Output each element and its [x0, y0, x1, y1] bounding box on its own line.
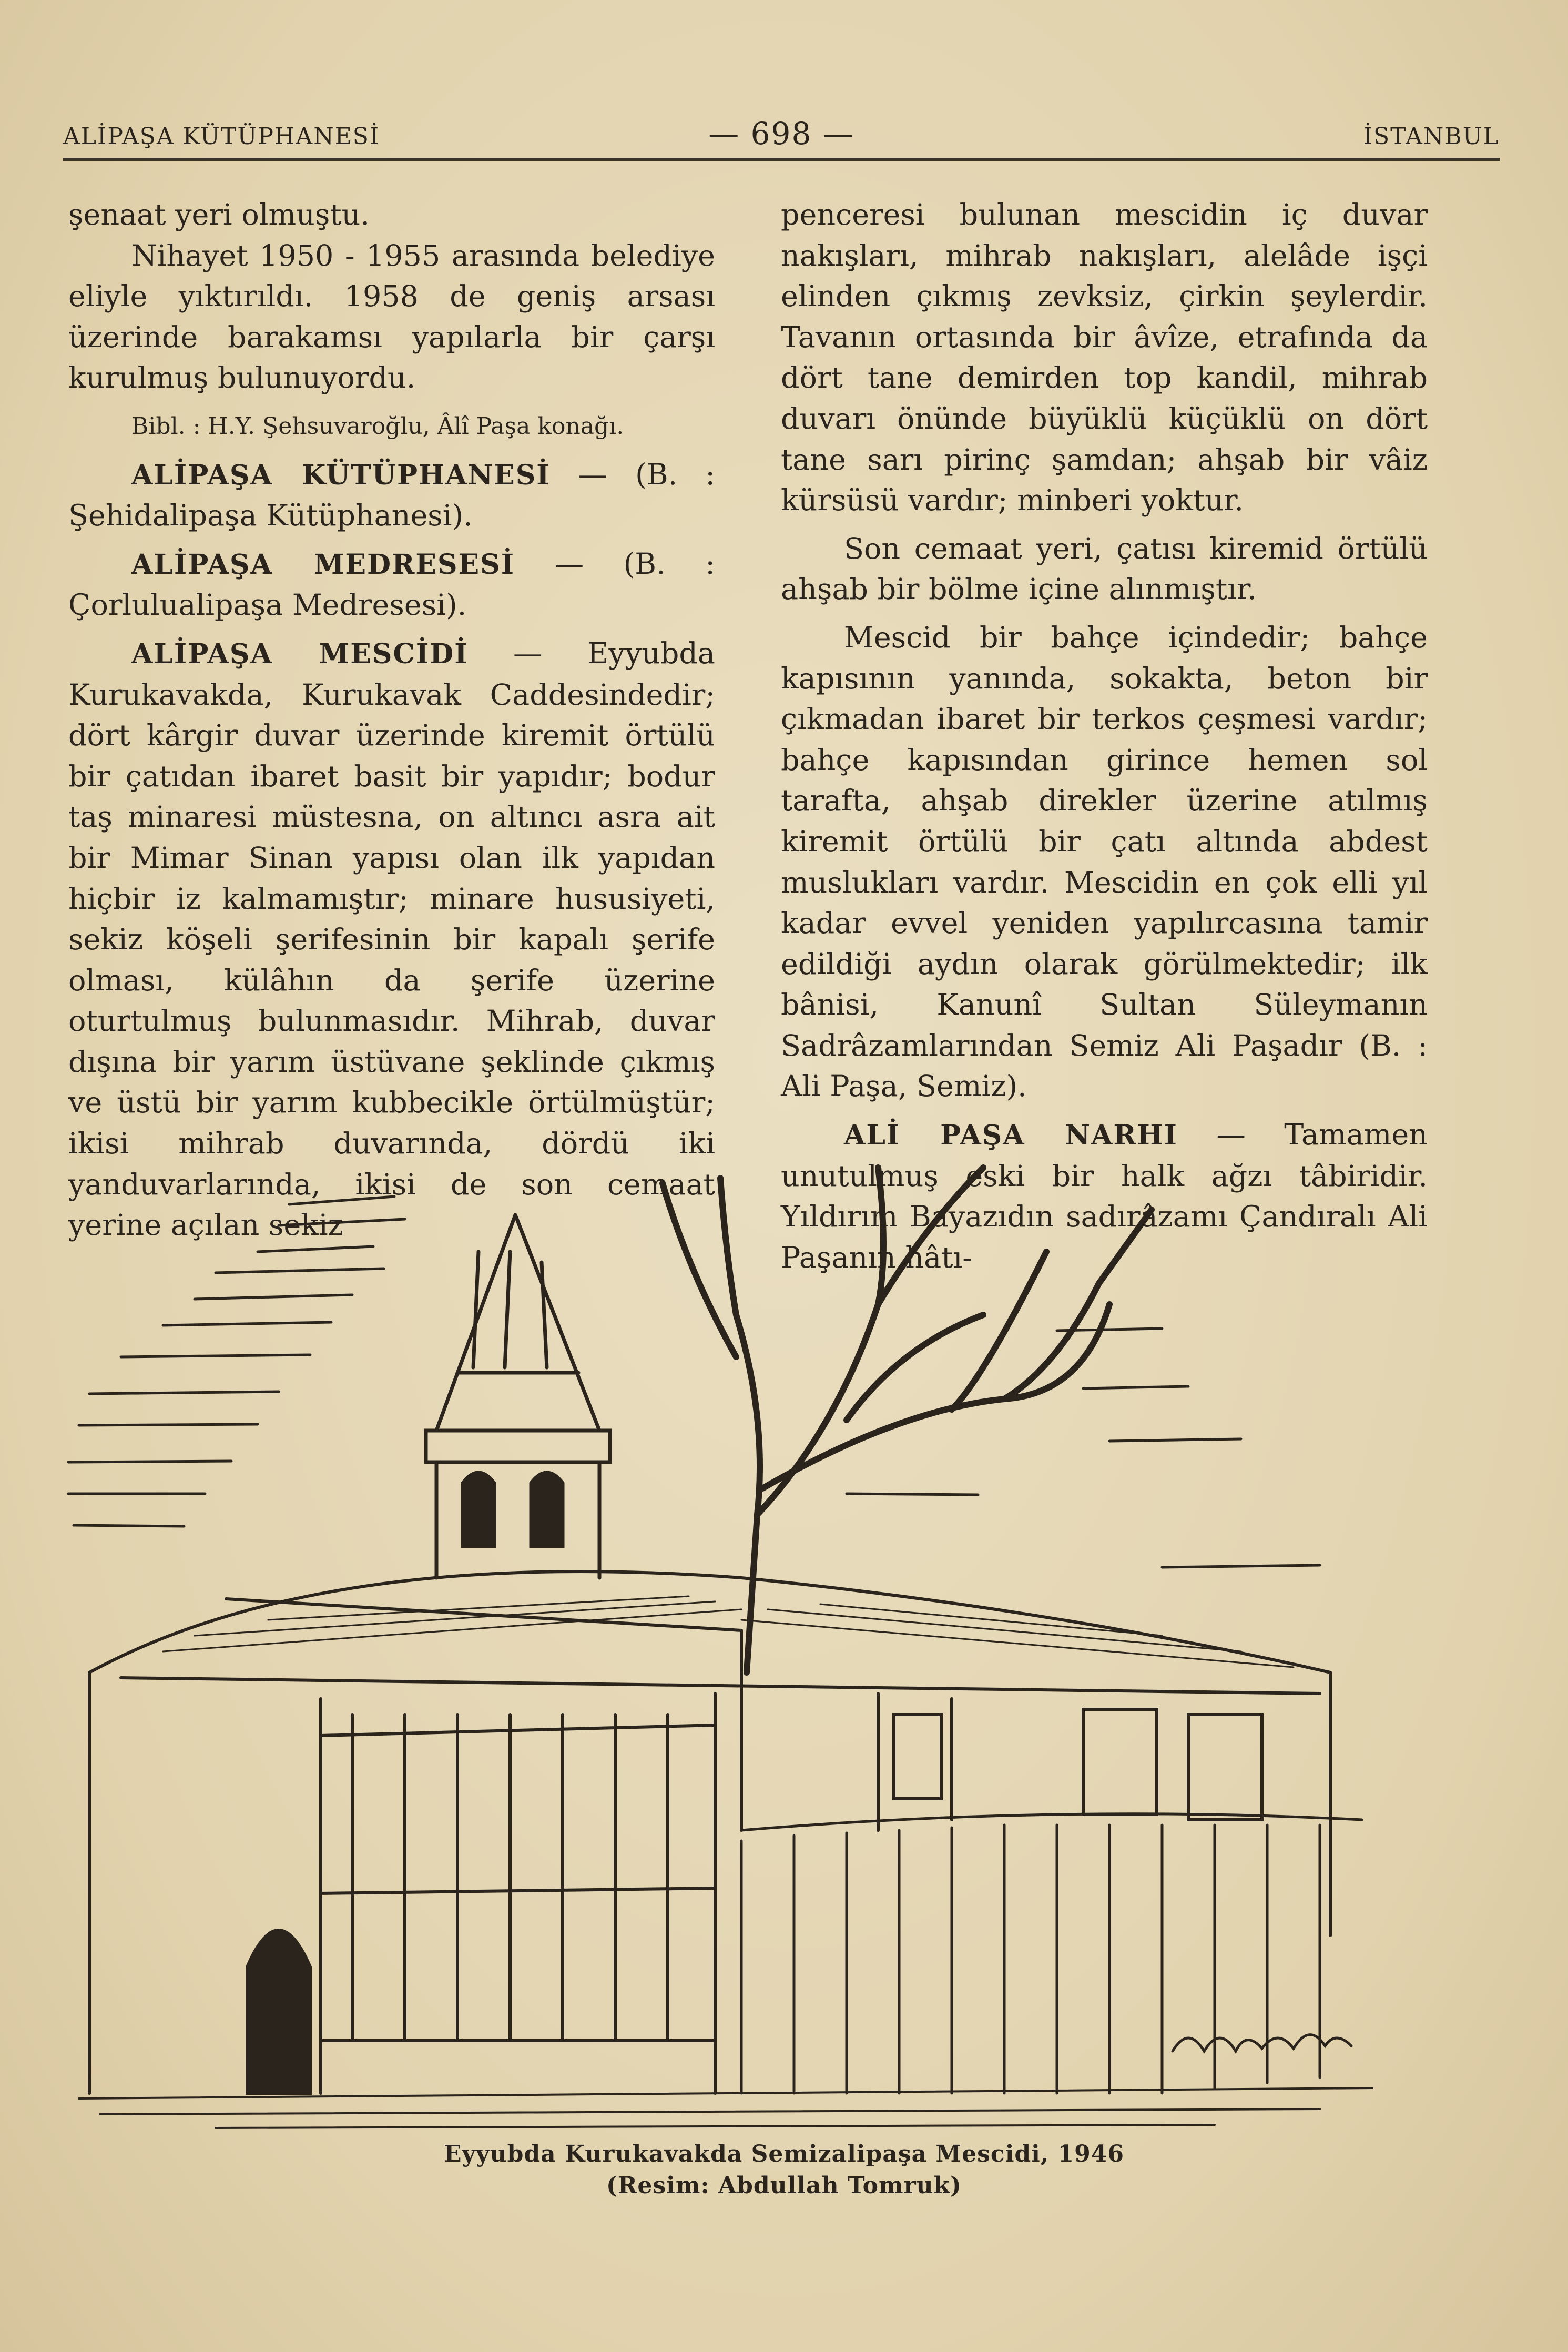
- running-head: [63, 113, 1500, 155]
- paragraph: Son cemaat yeri, çatısı kiremid örtülü ahşab bir bölme içine alınmıştır.: [781, 531, 1428, 607]
- figure-credit: (Resim: Abdullah Tomruk): [606, 2172, 962, 2199]
- entry-text: — Eyyubda Kurukavakda, Kurukavak Caddesindedir; dört kârgir duvar üzerinde kiremit örtülü bir çatıdan ibaret basit bir yapıdır; bodur taş minaresi müstesna, on altıncı asra ait bir Mimar Sinan yapısı olan ilk yapıdan hiçbir iz kalmamıştır; minare hususiyeti, sekiz köşeli şerifesinin bir kapalı şerife olması, külâhın da şerife üzerine oturtulmuş bulunmasıdır. Mihrab, duvar dışına bir yarım üstüvane şeklinde çıkmış ve üstü bir yarım kubbecikle örtülmüştür; ikisi mihrab duvarında, dördü iki yanduvarlarında, ikisi de son cemaat yerine açılan sekiz: [68, 636, 715, 1243]
- page-number: — 698 —: [708, 116, 854, 151]
- entry-alipasa-medresesi: [68, 544, 715, 626]
- figure-caption: Eyyubda Kurukavakda Semizalipaşa Mescidi, 1946: [443, 2141, 1124, 2167]
- entry-text: — Tamamen unutulmuş eski bir halk ağzı tâbiridir. Yıldırım Bayazıdın sadırâzamı Çandıralı Ali Paşanın hâtı-: [781, 1118, 1428, 1275]
- wooden-fence: [741, 1814, 1362, 2093]
- sky-hatching: [68, 1197, 1320, 1567]
- right-column: [781, 195, 1428, 1278]
- paragraph: penceresi bulunan mescidin iç duvar nakışları, mihrab nakışları, alelâde işçi elinden çıkmış zevksiz, çirkin şeylerdir. Tavanın ortasında bir âvîze, etrafında da dört tane demirden top kandil, mihrab duvarı önünde büyüklü küçüklü on dört tane sarı pirinç şamdan; ahşab bir vâiz kürsüsü vardır; minberi yoktur.: [781, 198, 1428, 518]
- entry-text: — (B. : Çorlulualipaşa Medresesi).: [68, 546, 715, 623]
- entry-headword: ALİ PAŞA NARHI: [844, 1119, 1178, 1152]
- running-head-title: ALİPAŞA KÜTÜPHANESİ: [63, 123, 380, 150]
- running-head-city: İSTANBUL: [1363, 123, 1500, 150]
- entry-alipasa-kutuphanesi: [68, 454, 715, 536]
- paragraph: Mescid bir bahçe içindedir; bahçe kapısının yanında, sokakta, beton bir çıkmadan ibaret bir terkos çeşmesi vardır; bahçe kapısından girince hemen sol tarafta, ahşab direkler üzerine atılmış kiremit örtülü bir çatı altında abdest muslukları vardır. Mescidin en çok elli yıl kadar evvel yeniden yapılırcasına tamir edildiği aydın olarak görülmektedir; ilk bânisi, Kanunî Sultan Süleymanın Sadrâzamlarından Semiz Ali Paşadır (B. : Ali Paşa, Semiz).: [781, 620, 1428, 1104]
- bibliography: Bibl. : H.Y. Şehsuvaroğlu, Âlî Paşa konağı.: [131, 412, 624, 440]
- entry-text: — (B. : Şehidalipaşa Kütüphanesi).: [68, 457, 715, 533]
- entry-headword: ALİPAŞA MESCİDİ: [131, 637, 469, 670]
- paragraph: şenaat yeri olmuştu.: [68, 198, 370, 232]
- artist-signature: [1173, 2035, 1351, 2051]
- garden-gate: [247, 1694, 715, 2093]
- left-column: [68, 195, 715, 1246]
- entry-headword: ALİPAŞA MEDRESESİ: [131, 548, 515, 581]
- mosque-ink-drawing: [58, 1147, 1425, 2135]
- entry-headword: ALİPAŞA KÜTÜPHANESİ: [131, 459, 551, 491]
- header-rule: [63, 158, 1500, 161]
- minaret: [426, 1215, 610, 1578]
- paragraph: Nihayet 1950 - 1955 arasında belediye eliyle yıktırıldı. 1958 de geniş arsası üzerinde barakamsı yapılarla bir çarşı kurulmuş bulunuyordu.: [68, 238, 715, 396]
